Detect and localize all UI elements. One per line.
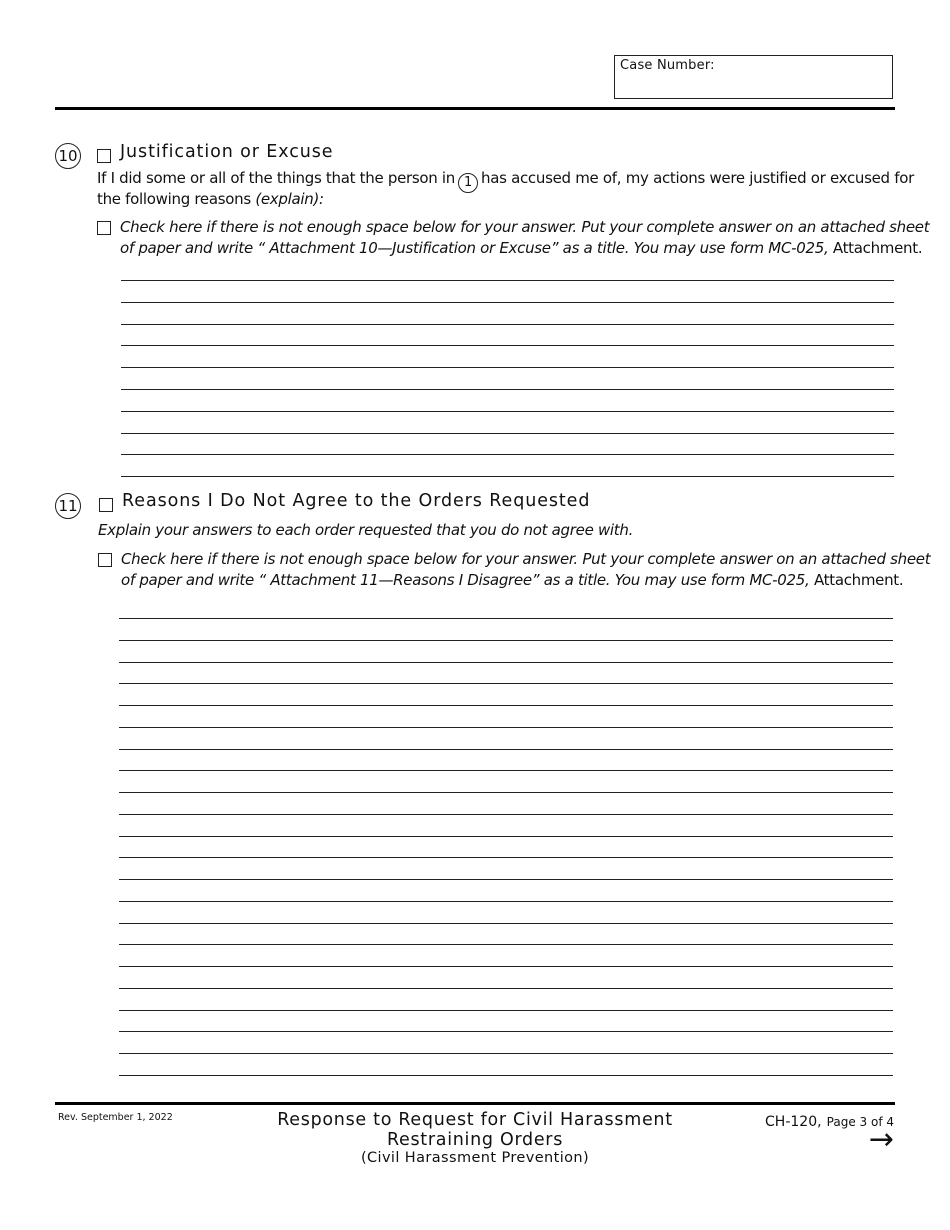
answer-line[interactable] (121, 389, 894, 390)
form-subtitle: (Civil Harassment Prevention) (360, 1150, 590, 1166)
answer-line[interactable] (121, 324, 894, 325)
answer-line[interactable] (119, 727, 893, 728)
answer-line[interactable] (119, 618, 893, 619)
answer-line[interactable] (119, 749, 893, 750)
section-10-title: Justification or Excuse (120, 142, 334, 162)
section-11-title: Reasons I Do Not Agree to the Orders Requested (122, 491, 591, 511)
form-id: CH-120, (765, 1114, 822, 1130)
answer-line[interactable] (119, 1031, 893, 1032)
answer-line[interactable] (119, 879, 893, 880)
section-10-checkbox[interactable] (97, 149, 111, 163)
section-11-attachment-note-line1: Check here if there is not enough space below for your answer. Put your complete answer on an attached sheet (121, 550, 931, 568)
answer-line[interactable] (119, 1010, 893, 1011)
answer-line[interactable] (119, 836, 893, 837)
answer-line[interactable] (121, 433, 894, 434)
answer-line[interactable] (119, 1053, 893, 1054)
section-10-text-b: has accused me of, my actions were justified or excused for (481, 169, 914, 187)
answer-line[interactable] (119, 683, 893, 684)
answer-line[interactable] (121, 345, 894, 346)
section-10-attachment-note-line1: Check here if there is not enough space below for your answer. Put your complete answer on an attached sheet (120, 218, 930, 236)
section-10-attachment-note-text: of paper and write “ Attachment 10—Justification or Excuse” as a title. You may use form MC-025, (120, 239, 829, 257)
page-number: Page 3 of 4 (826, 1115, 894, 1129)
item-1-reference: 1 (458, 173, 478, 193)
answer-line[interactable] (121, 476, 894, 477)
form-title-line2: Restraining Orders (386, 1130, 564, 1150)
answer-line[interactable] (119, 1075, 893, 1076)
section-10-text-c: the following reasons (97, 190, 251, 208)
section-11-checkbox[interactable] (99, 498, 113, 512)
footer-divider (55, 1102, 895, 1105)
section-10-explain: (explain): (255, 190, 324, 208)
answer-line[interactable] (119, 770, 893, 771)
section-10-attachment-note-line2 (120, 238, 922, 259)
answer-line[interactable] (121, 280, 894, 281)
section-11-attachment-note-line2 (121, 570, 903, 591)
answer-line[interactable] (121, 302, 894, 303)
header-divider (55, 107, 895, 110)
section-11-attachment-word: Attachment. (809, 571, 904, 589)
answer-line[interactable] (119, 966, 893, 967)
section-11-instruction: Explain your answers to each order requested that you do not agree with. (98, 521, 634, 539)
next-page-arrow-icon: → (868, 1122, 894, 1157)
answer-line[interactable] (121, 367, 894, 368)
answer-line[interactable] (121, 454, 894, 455)
answer-line[interactable] (119, 640, 893, 641)
form-title-line1: Response to Request for Civil Harassment (277, 1110, 673, 1130)
answer-line[interactable] (121, 411, 894, 412)
form-title-block (250, 1110, 700, 1166)
answer-line[interactable] (119, 988, 893, 989)
revision-date: Rev. September 1, 2022 (58, 1112, 173, 1123)
section-10-attachment-word: Attachment. (828, 239, 923, 257)
section-11-number: 11 (55, 493, 81, 519)
answer-line[interactable] (119, 857, 893, 858)
answer-line[interactable] (119, 662, 893, 663)
section-11-attachment-checkbox[interactable] (98, 553, 112, 567)
section-10-statement-line2 (97, 189, 324, 210)
answer-line[interactable] (119, 814, 893, 815)
answer-line[interactable] (119, 901, 893, 902)
case-number-label: Case Number: (620, 58, 715, 73)
answer-line[interactable] (119, 705, 893, 706)
case-number-field[interactable] (614, 55, 893, 99)
answer-line[interactable] (119, 923, 893, 924)
section-11-attachment-note-text: of paper and write “ Attachment 11—Reasons I Disagree” as a title. You may use form MC-025, (121, 571, 810, 589)
section-10-text-a: If I did some or all of the things that the person in (97, 169, 456, 187)
answer-line[interactable] (119, 792, 893, 793)
section-10-attachment-checkbox[interactable] (97, 221, 111, 235)
section-10-number: 10 (55, 143, 81, 169)
answer-line[interactable] (119, 944, 893, 945)
